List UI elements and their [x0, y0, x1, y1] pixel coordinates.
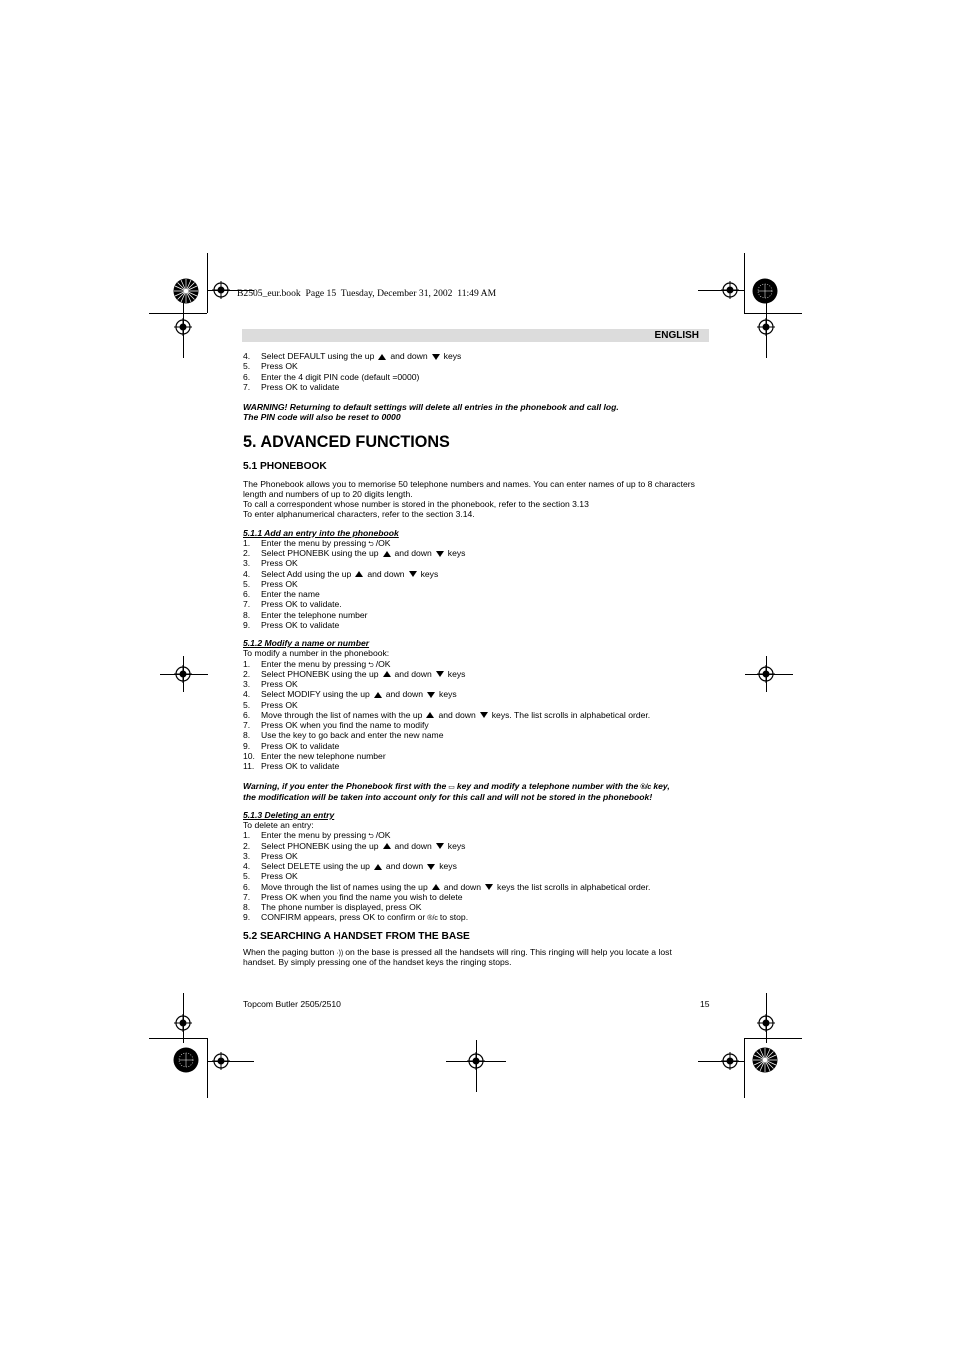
- starburst-mark-icon: [173, 1047, 199, 1073]
- list-item: 8. Use the key to go back and enter the new name: [243, 730, 444, 741]
- warning-text: WARNING! Returning to default settings will delete all entries in the phonebook and call log.: [243, 402, 619, 412]
- list-item: 11. Press OK to validate: [243, 761, 340, 771]
- menu-key-icon: ⮌: [368, 661, 374, 669]
- up-arrow-icon: [374, 864, 382, 870]
- cancel-key-icon: ®/c: [427, 915, 438, 923]
- registration-target-icon: [174, 665, 192, 683]
- up-arrow-icon: [432, 884, 440, 890]
- list-item: 1. Enter the menu by pressing ⮌ /OK: [243, 658, 391, 669]
- list-item: 3. Press OK: [243, 679, 298, 689]
- registration-target-icon: [757, 318, 775, 336]
- list-item: 4. Select DELETE using the up and down keys: [243, 861, 457, 871]
- up-arrow-icon: [383, 671, 391, 677]
- delete-entry-steps: [243, 830, 713, 922]
- list-item: 4. Select DEFAULT using the up and down keys: [243, 351, 462, 361]
- down-arrow-icon: [432, 354, 440, 360]
- body-text: To delete an entry:: [243, 820, 314, 830]
- list-item: 4. Select Add using the up and down keys: [243, 568, 439, 579]
- down-arrow-icon: [480, 712, 488, 718]
- body-text: When the paging button ·)) on the base is pressed all the handsets will ring. This ringing will help you locate a lost: [243, 946, 672, 957]
- up-arrow-icon: [383, 551, 391, 557]
- registration-target-icon: [174, 318, 192, 336]
- list-item: 2. Select PHONEBK using the up and down keys: [243, 668, 466, 679]
- list-item: 6. Move through the list of names with the up and down keys. The list scrolls in alphabetical order.: [243, 709, 651, 720]
- registration-target-icon: [721, 1052, 739, 1070]
- list-item: 6. Enter the 4 digit PIN code (default =0000): [243, 371, 420, 382]
- list-item: 9. Press OK to validate: [243, 740, 340, 751]
- body-text: length and numbers of up to 20 digits length.: [243, 488, 413, 499]
- list-item: 1. Enter the menu by pressing ⮌ /OK: [243, 537, 391, 548]
- page-content: [243, 351, 713, 967]
- menu-key-icon: ⮌: [368, 540, 374, 548]
- registration-target-icon: [467, 1052, 485, 1070]
- up-arrow-icon: [378, 354, 386, 360]
- print-slug: B2505_eur.book Page 15 Tuesday, December 31, 2002 11:49 AM: [237, 288, 497, 299]
- language-bar: [242, 329, 709, 342]
- list-item: 5. Press OK: [243, 871, 298, 882]
- registration-target-icon: [721, 281, 739, 299]
- starburst-mark-icon: [752, 1047, 778, 1073]
- list-item: 8. Enter the telephone number: [243, 609, 368, 620]
- down-arrow-icon: [436, 843, 444, 849]
- up-arrow-icon: [426, 712, 434, 718]
- subsubsection-title: 5.1.3 Deleting an entry: [243, 809, 335, 820]
- cancel-key-icon: ®/c: [640, 784, 652, 792]
- list-item: 6. Enter the name: [243, 589, 320, 599]
- warning-text: The PIN code will also be reset to 0000: [243, 412, 401, 423]
- list-item: 8. The phone number is displayed, press OK: [243, 902, 422, 912]
- subsubsection-title: 5.1.2 Modify a name or number: [243, 638, 370, 648]
- warning-text: Warning, if you enter the Phonebook first with the ▭ key and modify a telephone number with the ®/c key,: [243, 781, 670, 792]
- list-item: 3. Press OK: [243, 558, 298, 569]
- registration-target-icon: [757, 665, 775, 683]
- starburst-mark-icon: [752, 278, 778, 304]
- list-item: 6. Move through the list of names using the up and down keys the list scrolls in alphabetical order.: [243, 881, 651, 892]
- page-number: 15: [700, 999, 710, 1009]
- list-item: 5. Press OK: [243, 699, 298, 710]
- list-item: 7. Press OK when you find the name you wish to delete: [243, 891, 463, 902]
- down-arrow-icon: [409, 571, 417, 577]
- down-arrow-icon: [436, 551, 444, 557]
- starburst-mark-icon: [173, 278, 199, 304]
- footer-product: Topcom Butler 2505/2510: [243, 999, 341, 1009]
- modify-entry-steps: [243, 659, 713, 772]
- list-item: 3. Press OK: [243, 850, 298, 861]
- menu-key-icon: ⮌: [368, 833, 374, 841]
- list-item: 5. Press OK: [243, 578, 298, 589]
- body-text: To call a correspondent whose number is stored in the phonebook, refer to the section 3.13: [243, 499, 589, 509]
- body-text: handset. By simply pressing one of the handset keys the ringing stops.: [243, 956, 512, 967]
- body-text: To enter alphanumerical characters, refer to the section 3.14.: [243, 509, 475, 520]
- up-arrow-icon: [355, 571, 363, 577]
- list-item: 7. Press OK when you find the name to modify: [243, 720, 429, 730]
- add-entry-steps: [243, 538, 713, 630]
- section-title: 5. ADVANCED FUNCTIONS: [243, 432, 450, 451]
- down-arrow-icon: [427, 692, 435, 698]
- body-text: To modify a number in the phonebook:: [243, 648, 390, 659]
- subsubsection-title: 5.1.1 Add an entry into the phonebook: [243, 527, 399, 538]
- list-item: 10. Enter the new telephone number: [243, 750, 386, 761]
- list-item: 2. Select PHONEBK using the up and down keys: [243, 548, 466, 558]
- subsection-title: 5.1 PHONEBOOK: [243, 460, 327, 472]
- up-arrow-icon: [383, 843, 391, 849]
- subsection-title: 5.2 SEARCHING A HANDSET FROM THE BASE: [243, 930, 470, 942]
- down-arrow-icon: [436, 671, 444, 677]
- up-arrow-icon: [374, 692, 382, 698]
- registration-target-icon: [212, 281, 230, 299]
- language-label: ENGLISH: [654, 330, 699, 341]
- warning-text: the modification will be taken into account only for this call and will not be stored in the phonebook!: [243, 791, 653, 802]
- list-item: 7. Press OK to validate.: [243, 599, 342, 610]
- list-item: 4. Select MODIFY using the up and down keys: [243, 689, 457, 700]
- intro-steps: [243, 351, 713, 392]
- list-item: 1. Enter the menu by pressing ⮌ /OK: [243, 830, 391, 841]
- registration-target-icon: [174, 1014, 192, 1032]
- phonebook-key-icon: ▭: [448, 784, 455, 792]
- body-text: The Phonebook allows you to memorise 50 telephone numbers and names. You can enter names of up to 8 characters: [243, 478, 695, 489]
- list-item: 7. Press OK to validate: [243, 381, 340, 392]
- registration-target-icon: [212, 1052, 230, 1070]
- list-item: 5. Press OK: [243, 361, 298, 372]
- down-arrow-icon: [485, 884, 493, 890]
- list-item: 2. Select PHONEBK using the up and down keys: [243, 840, 466, 851]
- list-item: 9. CONFIRM appears, press OK to confirm or ®/c to stop.: [243, 912, 469, 923]
- paging-key-icon: ·)): [336, 949, 344, 957]
- registration-target-icon: [757, 1014, 775, 1032]
- down-arrow-icon: [427, 864, 435, 870]
- list-item: 9. Press OK to validate: [243, 619, 340, 630]
